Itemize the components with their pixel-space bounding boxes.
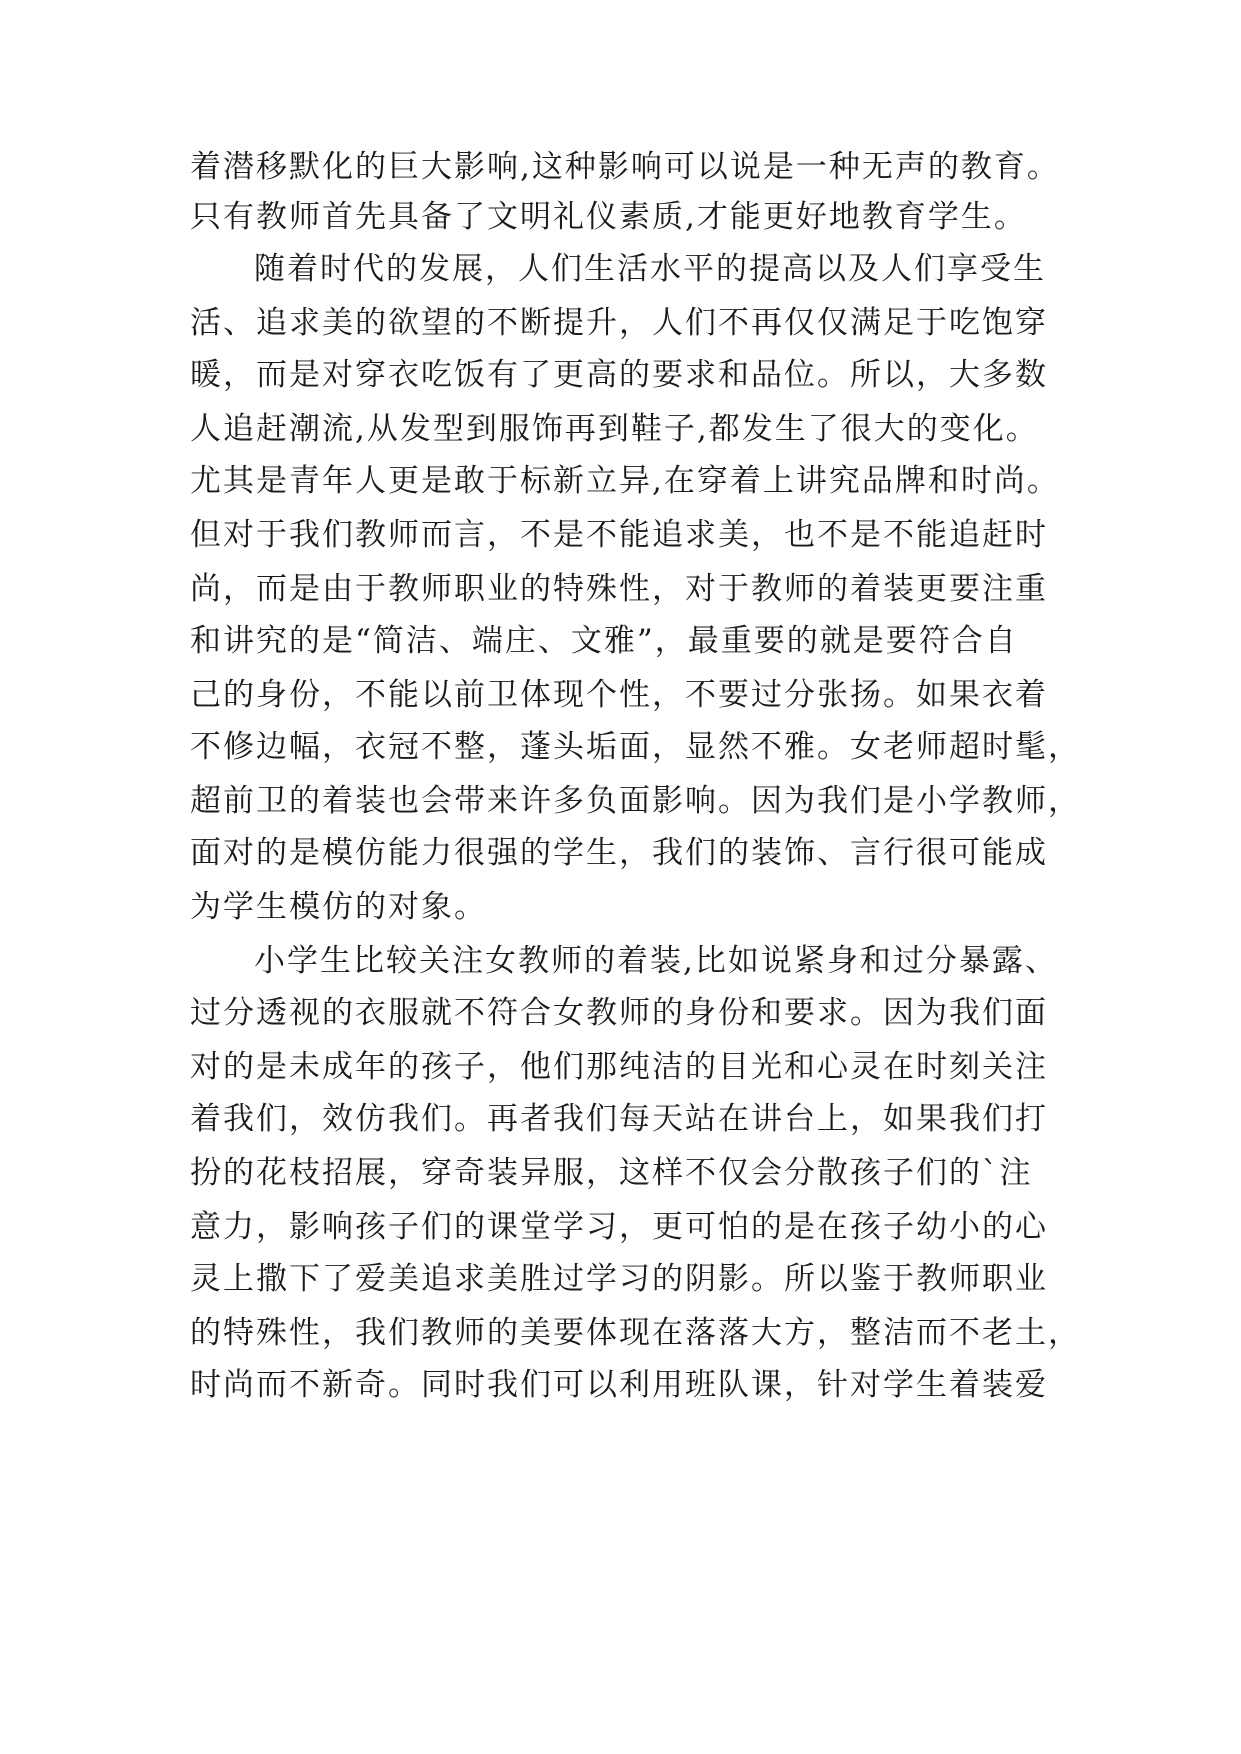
text-line: 时尚而不新奇。同时我们可以利用班队课，针对学生着装爱	[190, 1367, 1048, 1403]
text-line: 对的是未成年的孩子，他们那纯洁的目光和心灵在时刻关注	[190, 1049, 1048, 1085]
text-line: 超前卫的着装也会带来许多负面影响。因为我们是小学教师，	[190, 783, 1081, 819]
text-line: 只有教师首先具备了文明礼仪素质,才能更好地教育学生。	[190, 199, 1027, 235]
text-line: 但对于我们教师而言，不是不能追求美，也不是不能追赶时	[190, 517, 1048, 553]
text-line: 着潜移默化的巨大影响,这种影响可以说是一种无声的教育。	[190, 149, 1060, 185]
text-line: 和讲究的是“简洁、端庄、文雅”，最重要的就是要符合自	[190, 623, 1018, 659]
text-line: 过分透视的衣服就不符合女教师的身份和要求。因为我们面	[190, 995, 1048, 1031]
text-line: 为学生模仿的对象。	[190, 889, 487, 925]
text-line: 不修边幅，衣冠不整，蓬头垢面，显然不雅。女老师超时髦，	[190, 729, 1081, 765]
paragraph-first-line: 随着时代的发展，人们生活水平的提高以及人们享受生	[254, 251, 1046, 287]
text-line: 己的身份，不能以前卫体现个性，不要过分张扬。如果衣着	[190, 677, 1048, 713]
paragraph-first-line: 小学生比较关注女教师的着装,比如说紧身和过分暴露、	[254, 943, 1058, 979]
text-line: 暖，而是对穿衣吃饭有了更高的要求和品位。所以，大多数	[190, 357, 1048, 393]
text-line: 尤其是青年人更是敢于标新立异,在穿着上讲究品牌和时尚。	[190, 463, 1060, 499]
text-line: 面对的是模仿能力很强的学生，我们的装饰、言行很可能成	[190, 835, 1048, 871]
text-line: 活、追求美的欲望的不断提升，人们不再仅仅满足于吃饱穿	[190, 305, 1048, 341]
text-line: 扮的花枝招展，穿奇装异服，这样不仅会分散孩子们的`注	[190, 1155, 1033, 1191]
text-line: 的特殊性，我们教师的美要体现在落落大方，整洁而不老土，	[190, 1315, 1081, 1351]
text-line: 尚，而是由于教师职业的特殊性，对于教师的着装更要注重	[190, 571, 1048, 607]
text-line: 着我们，效仿我们。再者我们每天站在讲台上，如果我们打	[190, 1101, 1048, 1137]
text-line: 灵上撒下了爱美追求美胜过学习的阴影。所以鉴于教师职业	[190, 1261, 1048, 1297]
text-line: 人追赶潮流,从发型到服饰再到鞋子,都发生了很大的变化。	[190, 411, 1039, 447]
text-line: 意力，影响孩子们的课堂学习，更可怕的是在孩子幼小的心	[190, 1209, 1048, 1245]
